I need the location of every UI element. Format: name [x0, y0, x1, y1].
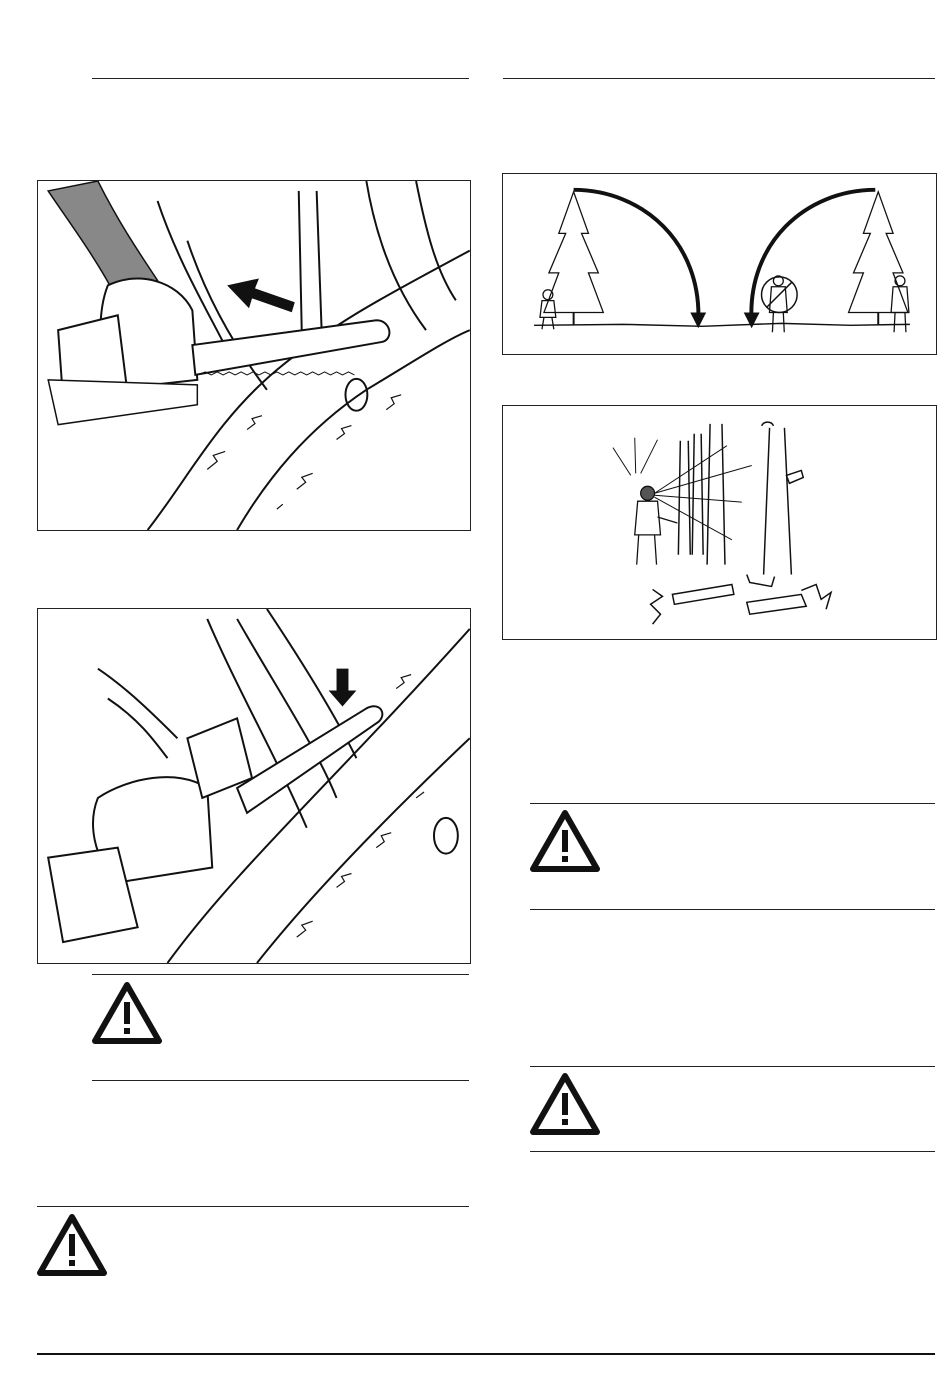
- warning-triangle-icon: [92, 982, 162, 1044]
- limbing-push-illustration: [38, 181, 470, 530]
- left-top-rule: [92, 78, 469, 79]
- right-warning-top-rule: [530, 803, 935, 804]
- left-warning-top-rule: [92, 974, 469, 975]
- limbing-down-illustration: [38, 609, 470, 963]
- warning-triangle-icon: [530, 810, 600, 872]
- right-top-rule: [503, 78, 935, 79]
- right-warning2-bottom-rule: [530, 1151, 935, 1152]
- felling-hazards-illustration: [503, 406, 936, 639]
- figure-limbing-down: [37, 608, 471, 964]
- warning-triangle-icon: [37, 1214, 107, 1276]
- figure-limbing-push: [37, 180, 471, 531]
- danger-zone-illustration: [503, 174, 936, 354]
- warning-triangle-icon: [530, 1073, 600, 1135]
- arrow-icon: [227, 278, 295, 312]
- left-warning2-top-rule: [37, 1206, 469, 1207]
- right-warning2-top-rule: [530, 1066, 935, 1067]
- figure-felling-danger-zone: [502, 173, 937, 355]
- figure-felling-hazards: [502, 405, 937, 640]
- left-warning-bottom-rule: [92, 1080, 469, 1081]
- page-footer-rule: [37, 1353, 935, 1355]
- right-warning-bottom-rule: [530, 909, 935, 910]
- arrow-icon: [329, 669, 357, 707]
